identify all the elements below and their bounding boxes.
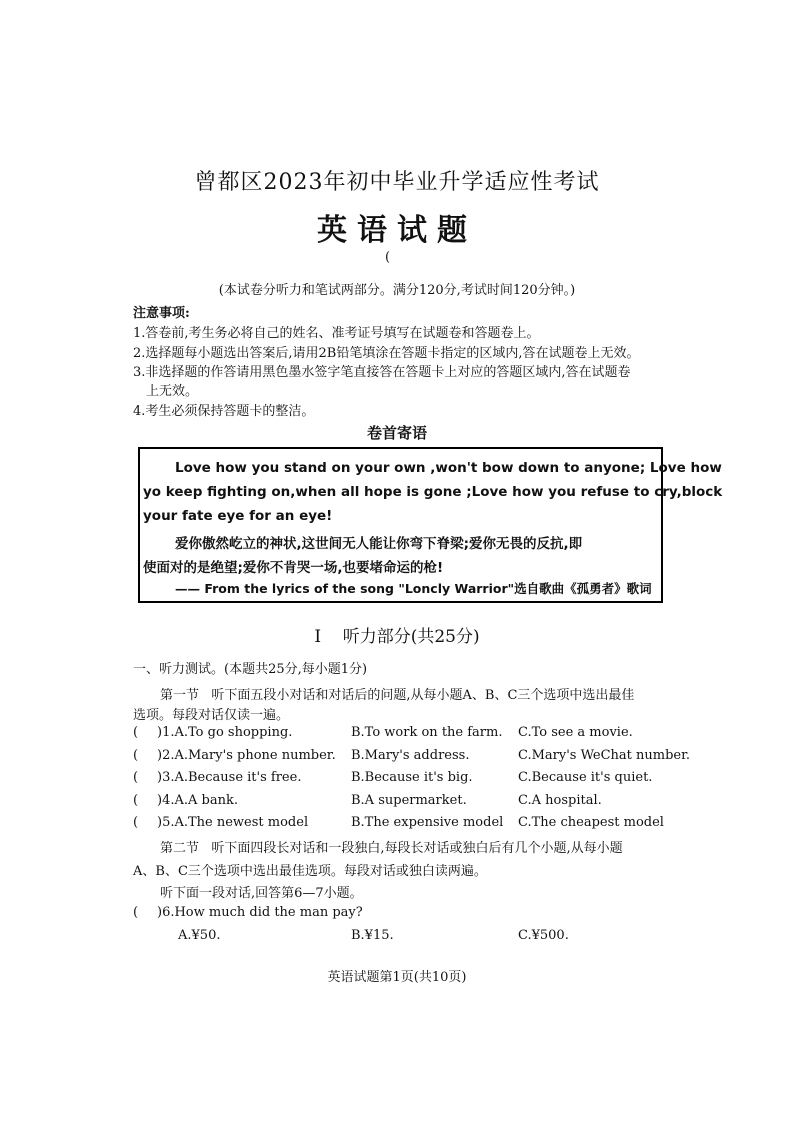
answer-bracket[interactable]: (: [133, 770, 139, 785]
section2-intro: 第二节 听下面四段长对话和一段独白,每段长对话或独白后有几个小题,从每小题: [160, 841, 623, 856]
motto-line: 爱你傲然屹立的神状,这世间无人能让你弯下脊梁;爱你无畏的反抗,即: [175, 536, 583, 552]
question-option-b: B.The expensive model: [351, 815, 504, 830]
note-item: 2.选择题每小题选出答案后,请用2B铅笔填涂在答题卡指定的区域内,答在试题卷上无效。: [133, 346, 640, 361]
question-option-c: C.To see a movie.: [518, 725, 633, 740]
question-option-a: )4.A.A bank.: [157, 793, 238, 808]
motto-line: yo keep fighting on,when all hope is gone ;Love how you refuse to cry,block: [143, 484, 723, 500]
page-footer: 英语试题第1页(共10页): [327, 970, 467, 985]
question-option-b: B.A supermarket.: [351, 793, 467, 808]
question-option-c: C.The cheapest model: [518, 815, 664, 830]
paren-mark: (: [385, 250, 391, 265]
question-text: )6.How much did the man pay?: [157, 905, 363, 920]
question-option-c: C.Because it's quiet.: [518, 770, 653, 785]
section2-intro: A、B、C三个选项中选出最佳选项。每段对话或独白读两遍。: [133, 864, 487, 879]
question-option-b: B.Mary's address.: [351, 748, 470, 763]
answer-bracket[interactable]: (: [133, 748, 139, 763]
note-item: 1.答卷前,考生务必将自己的姓名、准考证号填写在试题卷和答题卷上。: [133, 326, 540, 341]
question-option-a: )5.A.The newest model: [157, 815, 309, 830]
note-item: 4.考生必须保持答题卡的整洁。: [133, 404, 315, 419]
motto-line: Love how you stand on your own ,won't bow down to anyone; Love how: [175, 460, 722, 476]
subject-title: 英语试题: [317, 213, 477, 248]
question-option-b: B.¥15.: [351, 928, 394, 943]
section-title: I 听力部分(共25分): [314, 627, 480, 647]
notes-heading: 注意事项:: [133, 306, 190, 321]
answer-bracket[interactable]: (: [133, 905, 139, 920]
question-option-a: )3.A.Because it's free.: [157, 770, 302, 785]
exam-title: 曾都区2023年初中毕业升学适应性考试: [194, 170, 600, 195]
question-option-c: C.A hospital.: [518, 793, 602, 808]
question-option-b: B.To work on the farm.: [351, 725, 503, 740]
answer-bracket[interactable]: (: [133, 815, 139, 830]
question-option-a: )1.A.To go shopping.: [157, 725, 293, 740]
answer-bracket[interactable]: (: [133, 725, 139, 740]
motto-line: 使面对的是绝望;爱你不肯哭一场,也要堵命运的枪!: [143, 560, 444, 576]
note-item: 3.非选择题的作答请用黑色墨水签字笔直接答在答题卡上对应的答题区域内,答在试题卷: [133, 365, 631, 380]
note-item: 上无效。: [146, 384, 199, 399]
section1-intro: 选项。每段对话仅读一遍。: [133, 708, 290, 723]
motto-title: 卷首寄语: [366, 424, 427, 442]
motto-line: your fate eye for an eye!: [143, 508, 333, 524]
exam-info: (本试卷分听力和笔试两部分。满分120分,考试时间120分钟。): [218, 283, 576, 298]
section1-intro: 第一节 听下面五段小对话和对话后的问题,从每小题A、B、C三个选项中选出最佳: [160, 688, 635, 703]
question-option-a: A.¥50.: [178, 928, 221, 943]
question-option-c: C.¥500.: [518, 928, 569, 943]
dialog-note: 听下面一段对话,回答第6—7小题。: [160, 886, 363, 901]
question-option-b: B.Because it's big.: [351, 770, 473, 785]
motto-box: [138, 447, 723, 603]
question-option-c: C.Mary's WeChat number.: [518, 748, 691, 763]
answer-bracket[interactable]: (: [133, 793, 139, 808]
question-option-a: )2.A.Mary's phone number.: [157, 748, 336, 763]
part-heading: 一、听力测试。(本题共25分,每小题1分): [133, 662, 368, 677]
motto-line: —— From the lyrics of the song "Loncly Warrior"选自歌曲《孤勇者》歌词: [175, 581, 652, 596]
